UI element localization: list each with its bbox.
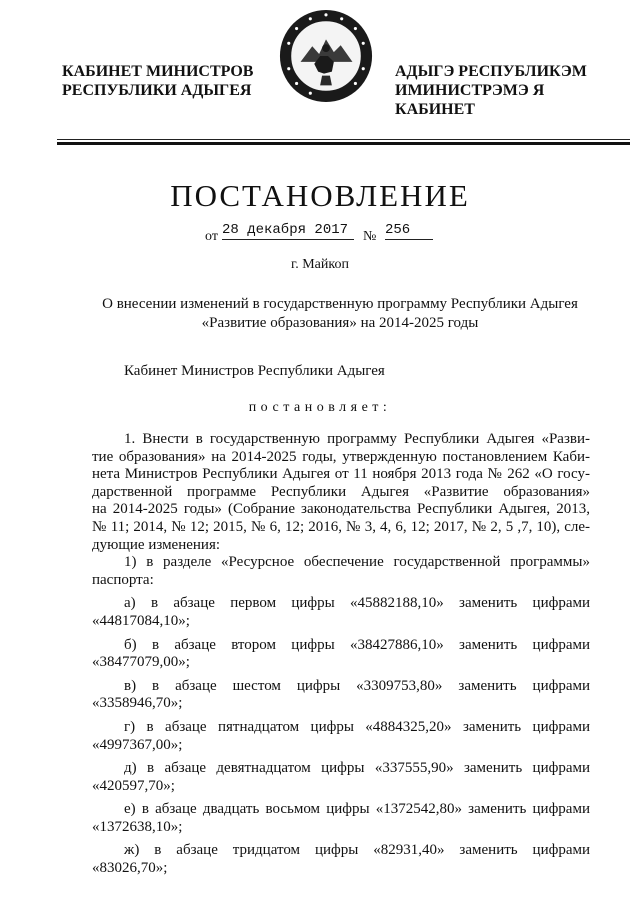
issuer-line: Кабинет Министров Республики Адыгея (124, 363, 385, 379)
body-line: паспорта: (92, 571, 154, 588)
document-body (92, 431, 590, 878)
body-line: ж) в абзаце тридцатом цифры «82931,40» заменить цифрами (124, 842, 590, 859)
body-line: в) в абзаце шестом цифры «3309753,80» заменить цифрами (124, 677, 590, 694)
header-left-line1: КАБИНЕТ МИНИСТРОВ (62, 63, 254, 80)
body-line: «44817084,10»; (92, 612, 190, 629)
subject-line1: О внесении изменений в государственную программу Республики Адыгея (102, 296, 578, 312)
document-title: ПОСТАНОВЛЕНИЕ (170, 178, 470, 213)
date-label: от (205, 229, 218, 244)
document-number: 256 (385, 222, 433, 240)
body-line: г) в абзаце пятнадцатом цифры «4884325,20» заменить цифрами (124, 718, 590, 735)
body-line: а) в абзаце первом цифры «45882188,10» заменить цифрами (124, 595, 590, 612)
header-divider-thin (57, 139, 630, 140)
body-line: д) в абзаце девятнадцатом цифры «337555,90» заменить цифрами (124, 760, 590, 777)
body-line: «38477079,00»; (92, 654, 190, 671)
header-divider-thick (57, 142, 630, 145)
header-right (395, 62, 620, 119)
body-line: е) в абзаце двадцать восьмом цифры «1372542,80» заменить цифрами (124, 801, 590, 818)
body-line: «420597,70»; (92, 777, 175, 794)
body-line: «4997367,00»; (92, 736, 183, 753)
header-right-line1: АДЫГЭ РЕСПУБЛИКЭМ (395, 63, 587, 80)
number-label: № (363, 229, 377, 244)
body-line: «1372638,10»; (92, 818, 183, 835)
body-line: 1. Внести в государственную программу Республики Адыгея «Разви- (124, 431, 590, 447)
document-subject (60, 295, 620, 333)
header-left-line2: РЕСПУБЛИКИ АДЫГЕЯ (62, 82, 252, 99)
body-line: дующие изменения: (92, 536, 221, 553)
coat-of-arms-icon (277, 7, 375, 105)
body-line: «3358946,70»; (92, 695, 183, 712)
document-date: 28 декабря 2017 (222, 222, 354, 240)
city: г. Майкоп (291, 257, 349, 272)
body-line: 1) в разделе «Ресурсное обеспечение государственной программы» (124, 554, 590, 571)
body-line: дарственной программе Республики Адыгея «Развитие образования» (92, 483, 590, 500)
decree-word: постановляет: (248, 400, 392, 415)
body-line: б) в абзаце втором цифры «38427886,10» заменить цифрами (124, 636, 590, 653)
body-line: «83026,70»; (92, 860, 168, 877)
header-left (62, 62, 262, 100)
body-line: № 11; 2014, № 12; 2015, № 6, 12; 2016, № 3, 4, 6, 12; 2017, № 2, 5 ,7, 10), сле- (92, 518, 590, 535)
header-right-line2: ИМИНИСТРЭМЭ Я КАБИНЕТ (395, 82, 545, 118)
subject-line2: «Развитие образования» на 2014-2025 годы (201, 315, 479, 331)
body-line: на 2014-2025 годы» (Собрание законодательства Республики Адыгея, 2013, (92, 501, 590, 518)
body-line: нета Министров Республики Адыгея от 11 ноября 2013 года № 262 «О госу- (92, 466, 590, 483)
body-line: тие образования» на 2014-2025 годы, утвержденную постановлением Каби- (92, 448, 590, 465)
